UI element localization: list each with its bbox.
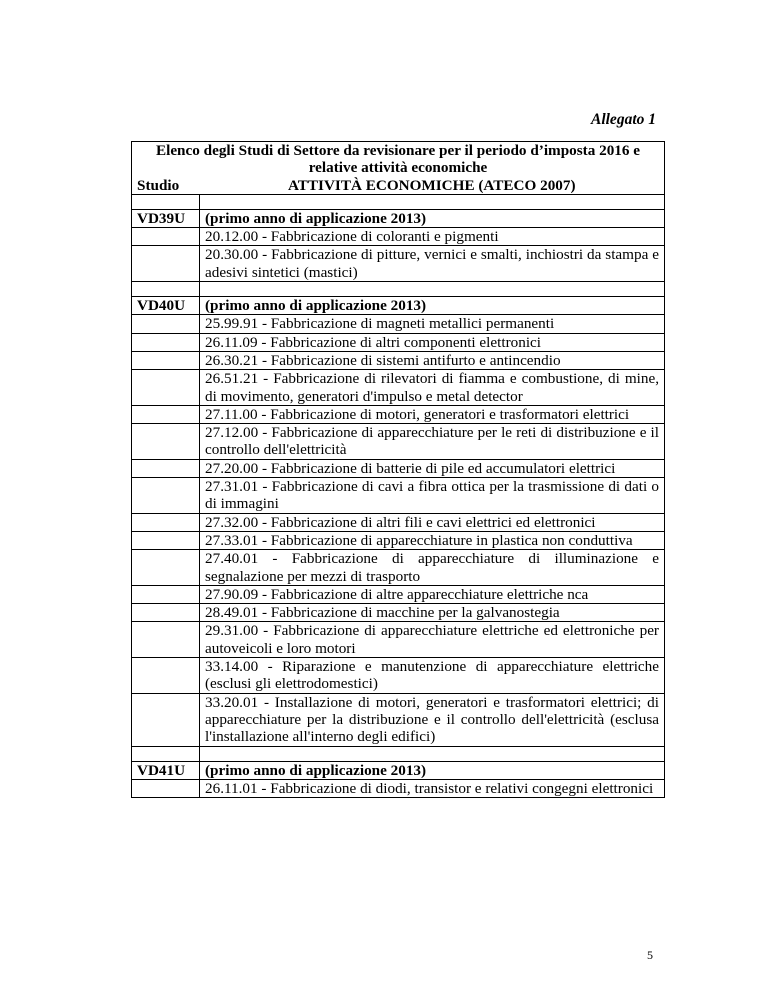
empty-code-cell <box>132 604 200 622</box>
empty-code-cell <box>132 228 200 246</box>
activity-text: 20.12.00 - Fabbricazione di coloranti e pigmenti <box>200 228 665 246</box>
separator-cell <box>132 746 200 761</box>
activity-text: 26.11.01 - Fabbricazione di diodi, transistor e relativi congegni elettronici <box>200 779 665 797</box>
empty-code-cell <box>132 622 200 658</box>
activity-text: 26.30.21 - Fabbricazione di sistemi antifurto e antincendio <box>200 351 665 369</box>
activity-row <box>132 351 665 369</box>
separator-row <box>132 282 665 297</box>
activity-row <box>132 658 665 694</box>
activity-text: 29.31.00 - Fabbricazione di apparecchiature elettriche ed elettroniche per autoveicoli e loro motori <box>200 622 665 658</box>
activity-text: 27.40.01 - Fabbricazione di apparecchiature di illuminazione e segnalazione per mezzi di trasporto <box>200 550 665 586</box>
section-note: (primo anno di applicazione 2013) <box>200 761 665 779</box>
separator-cell <box>132 282 200 297</box>
studio-code: VD40U <box>132 297 200 315</box>
empty-code-cell <box>132 246 200 282</box>
activity-row <box>132 531 665 549</box>
table-body <box>132 142 665 798</box>
separator-cell <box>200 282 665 297</box>
activity-text: 33.14.00 - Riparazione e manutenzione di apparecchiature elettriche (esclusi gli elettrodomestici) <box>200 658 665 694</box>
activity-text: 27.32.00 - Fabbricazione di altri fili e cavi elettrici ed elettronici <box>200 513 665 531</box>
empty-code-cell <box>132 459 200 477</box>
activity-text: 27.20.00 - Fabbricazione di batterie di pile ed accumulatori elettrici <box>200 459 665 477</box>
studio-code: VD39U <box>132 209 200 227</box>
activity-text: 27.33.01 - Fabbricazione di apparecchiature in plastica non conduttiva <box>200 531 665 549</box>
activity-row <box>132 246 665 282</box>
activity-text: 27.31.01 - Fabbricazione di cavi a fibra ottica per la trasmissione di dati o di immagini <box>200 478 665 514</box>
activity-text: 27.90.09 - Fabbricazione di altre apparecchiature elettriche nca <box>200 585 665 603</box>
activity-row <box>132 315 665 333</box>
activity-text: 20.30.00 - Fabbricazione di pitture, vernici e smalti, inchiostri da stampa e adesivi sintetici (mastici) <box>200 246 665 282</box>
studi-table <box>131 141 665 798</box>
activity-row <box>132 478 665 514</box>
empty-code-cell <box>132 424 200 460</box>
activity-text: 26.51.21 - Fabbricazione di rilevatori di fiamma e combustione, di mine, di movimento, generatori d'impulso e metal detector <box>200 370 665 406</box>
separator-cell <box>200 746 665 761</box>
activity-row <box>132 550 665 586</box>
section-note: (primo anno di applicazione 2013) <box>200 297 665 315</box>
empty-code-cell <box>132 513 200 531</box>
empty-code-cell <box>132 693 200 746</box>
section-header-row <box>132 761 665 779</box>
activity-row <box>132 604 665 622</box>
empty-code-cell <box>132 531 200 549</box>
separator-row <box>132 194 665 209</box>
activity-row <box>132 333 665 351</box>
empty-code-cell <box>132 333 200 351</box>
column-header-row <box>132 177 665 195</box>
empty-code-cell <box>132 658 200 694</box>
section-header-row <box>132 297 665 315</box>
activity-text: 28.49.01 - Fabbricazione di macchine per la galvanostegia <box>200 604 665 622</box>
activity-row <box>132 370 665 406</box>
section-note: (primo anno di applicazione 2013) <box>200 209 665 227</box>
separator-cell <box>200 194 665 209</box>
activity-text: 33.20.01 - Installazione di motori, generatori e trasformatori elettrici; di apparecchiature per la distribuzione e il controllo dell'elettricità (esclusa l'installazione all'interno degli edifici) <box>200 693 665 746</box>
activity-row <box>132 585 665 603</box>
activity-text: 27.11.00 - Fabbricazione di motori, generatori e trasformatori elettrici <box>200 405 665 423</box>
col-header-studio: Studio <box>132 177 200 195</box>
activity-row <box>132 622 665 658</box>
activity-text: 26.11.09 - Fabbricazione di altri componenti elettronici <box>200 333 665 351</box>
activity-row <box>132 693 665 746</box>
title-row <box>132 142 665 177</box>
empty-code-cell <box>132 779 200 797</box>
section-header-row <box>132 209 665 227</box>
page-number: 5 <box>647 948 653 962</box>
activity-text: 27.12.00 - Fabbricazione di apparecchiature per le reti di distribuzione e il controllo dell'elettricità <box>200 424 665 460</box>
empty-code-cell <box>132 478 200 514</box>
col-header-attivita: ATTIVITÀ ECONOMICHE (ATECO 2007) <box>200 177 665 195</box>
activity-text: 25.99.91 - Fabbricazione di magneti metallici permanenti <box>200 315 665 333</box>
activity-row <box>132 513 665 531</box>
separator-cell <box>132 194 200 209</box>
activity-row <box>132 779 665 797</box>
activity-row <box>132 459 665 477</box>
empty-code-cell <box>132 550 200 586</box>
activity-row <box>132 405 665 423</box>
empty-code-cell <box>132 351 200 369</box>
empty-code-cell <box>132 405 200 423</box>
studio-code: VD41U <box>132 761 200 779</box>
table-title: Elenco degli Studi di Settore da revisionare per il periodo d’imposta 2016 e relative attività economiche <box>132 142 665 177</box>
empty-code-cell <box>132 370 200 406</box>
annex-label: Allegato 1 <box>590 111 656 128</box>
activity-row <box>132 228 665 246</box>
separator-row <box>132 746 665 761</box>
activity-row <box>132 424 665 460</box>
empty-code-cell <box>132 315 200 333</box>
empty-code-cell <box>132 585 200 603</box>
